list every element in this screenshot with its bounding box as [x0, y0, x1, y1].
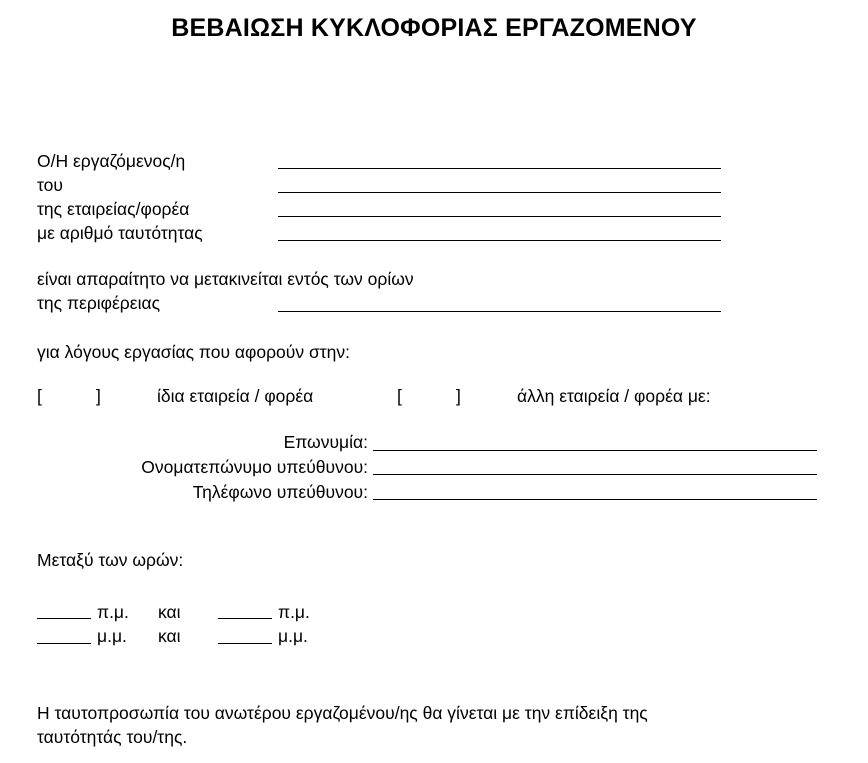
company-name-label: Επωνυμία:	[283, 432, 368, 452]
and-text: και	[158, 602, 181, 622]
employee-name-label: Ο/Η εργαζόμενος/η	[37, 151, 186, 171]
am-end-field[interactable]	[218, 618, 272, 619]
pm-start-field[interactable]	[37, 643, 91, 644]
checkbox-close-bracket: ]	[96, 386, 101, 406]
father-name-label: του	[37, 175, 63, 195]
responsible-name-field[interactable]	[373, 474, 817, 475]
responsible-name-label: Ονοματεπώνυμο υπεύθυνου:	[141, 457, 368, 477]
checkbox-open-bracket: [	[397, 386, 402, 406]
pm-end-unit: μ.μ.	[278, 626, 308, 646]
company-name-field[interactable]	[373, 450, 817, 451]
checkbox-close-bracket: ]	[456, 386, 461, 406]
region-field[interactable]	[278, 311, 721, 312]
region-label: της περιφέρειας	[37, 293, 161, 313]
pm-start-unit: μ.μ.	[97, 626, 127, 646]
checkbox-open-bracket: [	[37, 386, 42, 406]
company-label: της εταιρείας/φορέα	[37, 199, 190, 219]
am-start-field[interactable]	[37, 618, 91, 619]
and-text: και	[158, 626, 181, 646]
movement-text: είναι απαραίτητο να μετακινείται εντός των ορίων	[37, 269, 414, 289]
id-number-field[interactable]	[278, 240, 721, 241]
responsible-phone-label: Τηλέφωνο υπεύθυνου:	[192, 482, 368, 502]
id-number-label: με αριθμό ταυτότητας	[37, 223, 203, 243]
employee-name-field[interactable]	[278, 168, 721, 169]
reason-text: για λόγους εργασίας που αφορούν στην:	[37, 342, 351, 362]
am-start-unit: π.μ.	[97, 602, 129, 622]
hours-heading: Μεταξύ των ωρών:	[37, 550, 184, 570]
am-end-unit: π.μ.	[278, 602, 310, 622]
same-company-label: ίδια εταιρεία / φορέα	[157, 386, 314, 406]
company-field[interactable]	[278, 216, 721, 217]
identity-note-line1: Η ταυτοπροσωπία του ανωτέρου εργαζομένου/ης θα γίνεται με την επίδειξη της	[37, 703, 648, 723]
responsible-phone-field[interactable]	[373, 499, 817, 500]
pm-end-field[interactable]	[218, 643, 272, 644]
other-company-label: άλλη εταιρεία / φορέα με:	[517, 386, 711, 406]
father-name-field[interactable]	[278, 192, 721, 193]
document-title: ΒΕΒΑΙΩΣΗ ΚΥΚΛΟΦΟΡΙΑΣ ΕΡΓΑΖΟΜΕΝΟΥ	[171, 14, 697, 42]
identity-note-line2: ταυτότητάς του/της.	[37, 727, 188, 747]
